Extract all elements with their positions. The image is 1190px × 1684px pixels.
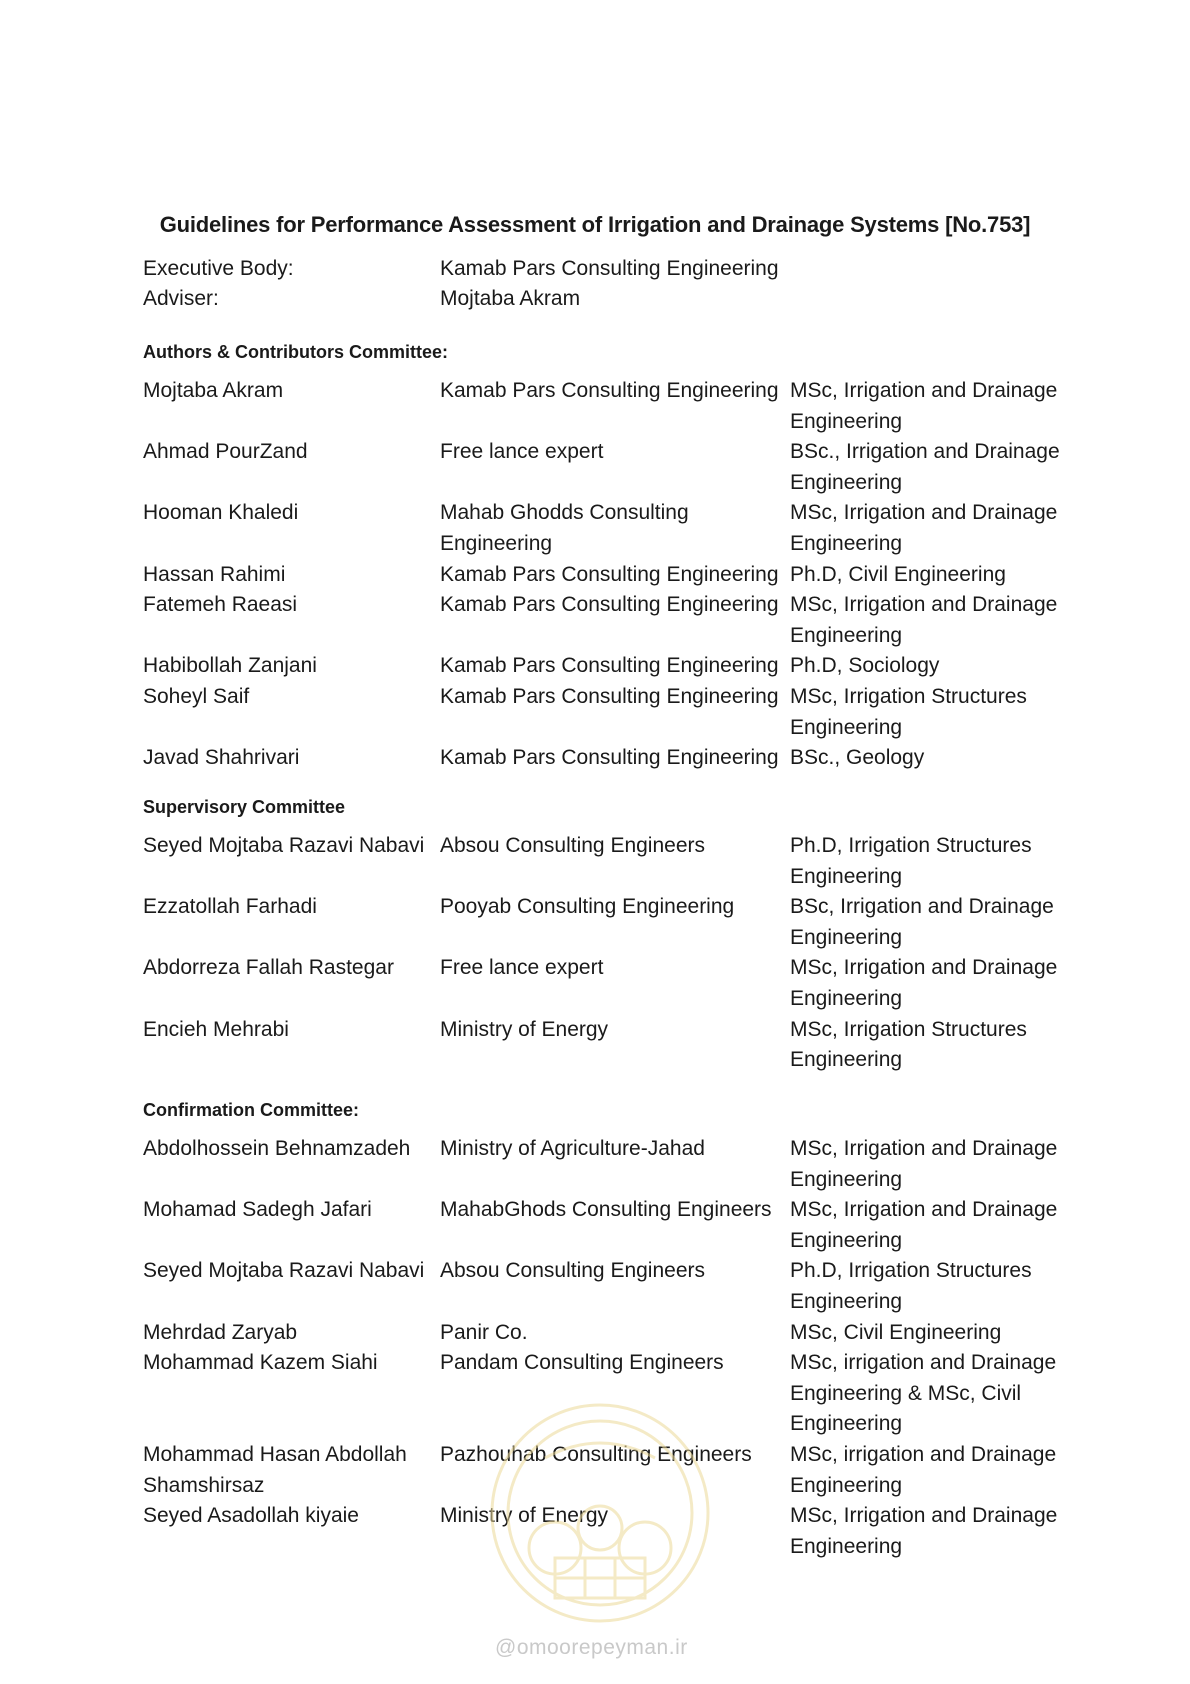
member-organization: Pandam Consulting Engineers bbox=[440, 1351, 724, 1375]
member-organization: Kamab Pars Consulting Engineering bbox=[440, 593, 779, 617]
member-degree: MSc, Irrigation Structures Engineering bbox=[790, 684, 1027, 739]
member-row bbox=[143, 831, 1063, 892]
member-degree: MSc, Civil Engineering bbox=[790, 1320, 1002, 1344]
member-organization: Kamab Pars Consulting Engineering bbox=[440, 654, 779, 678]
member-name: Fatemeh Raeasi bbox=[143, 593, 298, 617]
member-row bbox=[143, 651, 1063, 682]
supervisory-committee-section bbox=[143, 797, 1063, 1076]
member-organization: Kamab Pars Consulting Engineering bbox=[440, 379, 779, 402]
member-degree: MSc, Irrigation Structures Engineering bbox=[790, 1017, 1027, 1072]
member-organization: Panir Co. bbox=[440, 1320, 528, 1344]
member-row bbox=[143, 743, 1063, 774]
member-degree: MSc, irrigation and Drainage Engineering bbox=[790, 1442, 1057, 1497]
member-degree: MSc, Irrigation and Drainage Engineering bbox=[790, 379, 1058, 433]
member-name: Mohamad Sadegh Jafari bbox=[143, 1198, 372, 1222]
member-degree: BSc., Geology bbox=[790, 746, 925, 770]
authors-committee-section bbox=[143, 342, 1063, 774]
adviser-label: Adviser: bbox=[143, 287, 219, 310]
member-name: Mehrdad Zaryab bbox=[143, 1320, 298, 1344]
member-name: Hassan Rahimi bbox=[143, 562, 286, 586]
member-organization: Kamab Pars Consulting Engineering bbox=[440, 684, 779, 708]
member-name: Habibollah Zanjani bbox=[143, 654, 317, 678]
member-degree: MSc, Irrigation and Drainage Engineering bbox=[790, 1137, 1058, 1191]
member-row bbox=[143, 498, 1063, 559]
member-name: Seyed Mojtaba Razavi Nabavi bbox=[143, 834, 425, 857]
member-organization: Kamab Pars Consulting Engineering bbox=[440, 562, 779, 586]
member-row bbox=[143, 560, 1063, 591]
member-organization: MahabGhods Consulting Engineers bbox=[440, 1198, 772, 1222]
member-degree: Ph.D, Irrigation Structures Engineering bbox=[790, 1259, 1032, 1313]
member-degree: MSc, Irrigation and Drainage Engineering bbox=[790, 501, 1058, 555]
member-organization: Free lance expert bbox=[440, 440, 604, 464]
member-row bbox=[143, 1318, 1063, 1349]
member-name: Mohammad Hasan Abdollah Shamshirsaz bbox=[143, 1442, 407, 1497]
member-name: Javad Shahrivari bbox=[143, 746, 300, 770]
member-name: Mojtaba Akram bbox=[143, 379, 284, 402]
member-organization: Pooyab Consulting Engineering bbox=[440, 895, 735, 919]
member-degree: MSc, Irrigation and Drainage Engineering bbox=[790, 1504, 1058, 1558]
member-organization: Ministry of Agriculture-Jahad bbox=[440, 1137, 705, 1160]
member-row bbox=[143, 1195, 1063, 1256]
page-title: Guidelines for Performance Assessment of Irrigation and Drainage Systems [No.753] bbox=[159, 212, 1031, 237]
member-degree: Ph.D, Irrigation Structures Engineering bbox=[790, 834, 1032, 888]
member-row bbox=[143, 1256, 1063, 1317]
watermark-text: @omoorepeyman.ir bbox=[495, 1636, 688, 1659]
member-organization: Absou Consulting Engineers bbox=[440, 1259, 706, 1283]
adviser-value: Mojtaba Akram bbox=[440, 287, 581, 310]
member-row bbox=[143, 892, 1063, 953]
member-name: Encieh Mehrabi bbox=[143, 1017, 289, 1041]
member-degree: Ph.D, Civil Engineering bbox=[790, 562, 1006, 586]
member-row bbox=[143, 682, 1063, 743]
member-name: Ezzatollah Farhadi bbox=[143, 895, 317, 919]
member-name: Mohammad Kazem Siahi bbox=[143, 1351, 378, 1375]
member-name: Hooman Khaledi bbox=[143, 501, 299, 525]
member-row bbox=[143, 1134, 1063, 1195]
section-heading: Authors & Contributors Committee: bbox=[143, 342, 448, 362]
member-name: Abdorreza Fallah Rastegar bbox=[143, 956, 394, 980]
member-row bbox=[143, 953, 1063, 1014]
member-organization: Free lance expert bbox=[440, 956, 604, 980]
watermark-seal-icon bbox=[485, 1398, 715, 1628]
member-row bbox=[143, 376, 1063, 437]
member-organization: Kamab Pars Consulting Engineering bbox=[440, 746, 779, 770]
member-row bbox=[143, 590, 1063, 651]
section-heading: Supervisory Committee bbox=[143, 797, 346, 817]
member-degree: BSc., Irrigation and Drainage Engineering bbox=[790, 440, 1060, 494]
member-name: Abdolhossein Behnamzadeh bbox=[143, 1137, 411, 1160]
member-degree: MSc, Irrigation and Drainage Engineering bbox=[790, 593, 1058, 647]
member-degree: Ph.D, Sociology bbox=[790, 654, 940, 678]
member-degree: MSc, irrigation and Drainage Engineering & MSc, Civil Engineering bbox=[790, 1351, 1057, 1436]
member-row bbox=[143, 1015, 1063, 1076]
executive-body-value: Kamab Pars Consulting Engineering bbox=[440, 257, 779, 280]
member-organization: Ministry of Energy bbox=[440, 1017, 609, 1041]
member-name: Ahmad PourZand bbox=[143, 440, 308, 464]
member-name: Soheyl Saif bbox=[143, 684, 250, 708]
member-name: Seyed Mojtaba Razavi Nabavi bbox=[143, 1259, 425, 1283]
member-organization: Mahab Ghodds Consulting Engineering bbox=[440, 501, 689, 555]
executive-body-label: Executive Body: bbox=[143, 257, 294, 280]
section-heading: Confirmation Committee: bbox=[143, 1100, 359, 1120]
member-degree: MSc, Irrigation and Drainage Engineering bbox=[790, 1198, 1058, 1252]
member-organization: Absou Consulting Engineers bbox=[440, 834, 706, 857]
member-name: Seyed Asadollah kiyaie bbox=[143, 1504, 359, 1528]
member-organization: Pazhouhab Consulting Engineers bbox=[440, 1442, 752, 1466]
member-organization: Ministry of Energy bbox=[440, 1504, 609, 1528]
member-degree: MSc, Irrigation and Drainage Engineering bbox=[790, 956, 1058, 1010]
member-degree: BSc, Irrigation and Drainage Engineering bbox=[790, 895, 1054, 949]
member-row bbox=[143, 437, 1063, 498]
